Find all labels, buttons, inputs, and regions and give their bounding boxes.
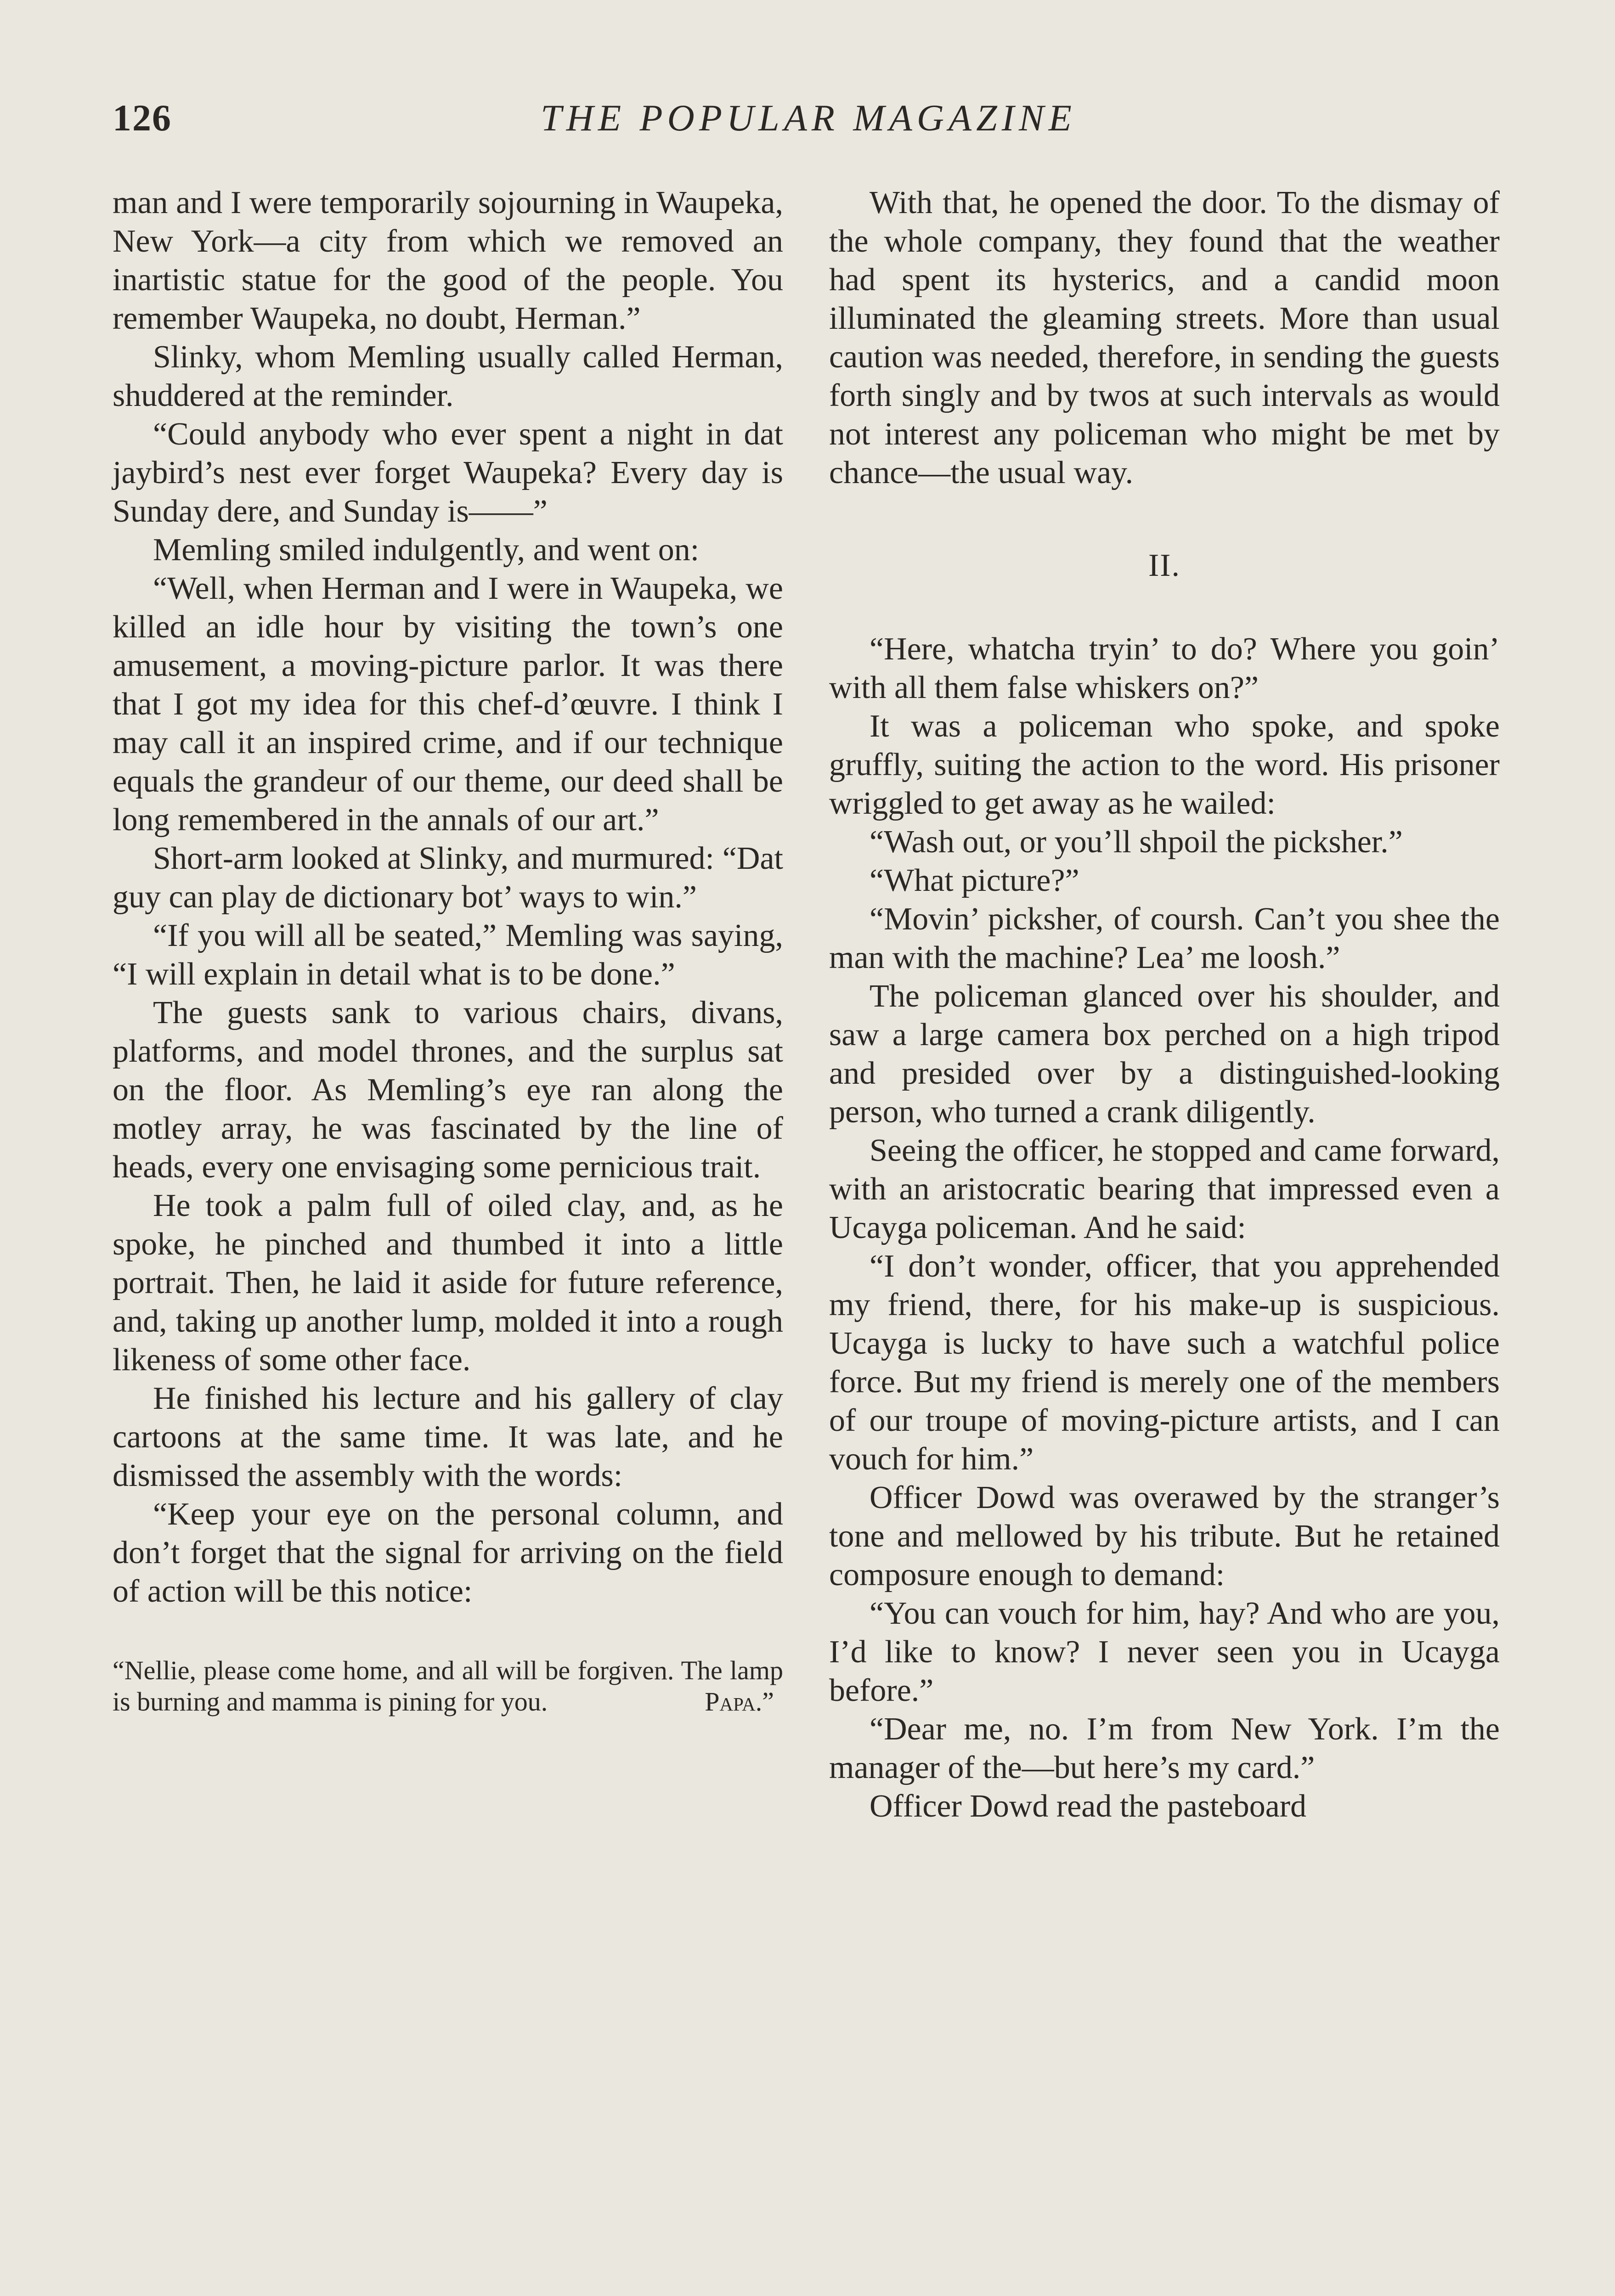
paragraph: “Well, when Herman and I were in Waupeka, we killed an idle hour by visiting the town’s one amusement, a moving-picture parlor. It was there that I got my idea for this chef-d’œuvre. I think I may call it an inspired crime, and if our technique equals the grandeur of our theme, our deed shall be long remembered in the annals of our art.” [113,571,783,838]
paragraph: It was a policeman who spoke, and spoke gruffly, suiting the action to the word. His prisoner wriggled to get away as he wailed: [829,709,1500,821]
paragraph: “Could anybody who ever spent a night in dat jaybird’s nest ever forget Waupeka? Every day is Sunday dere, and Sunday is——” [113,416,783,529]
paragraph: Memling smiled indulgently, and went on: [153,532,700,568]
paragraph: With that, he opened the door. To the dismay of the whole company, they found that the weather had spent its hysterics, and a candid moon illuminated the gleaming streets. More than usual caution was needed, therefore, in sending the guests forth singly and by twos at such intervals as would not interest any policeman who might be met by chance—the usual way. [829,185,1500,490]
left-column [113,184,783,1717]
paragraph: The guests sank to various chairs, divans, platforms, and model thrones, and the surplus sat on the floor. As Memling’s eye ran along the motley array, he was fascinated by the line of heads, every one envisaging some pernicious trait. [113,995,783,1185]
notice-signature: Papa.” [705,1687,774,1716]
paragraph: Seeing the officer, he stopped and came forward, with an aristocratic bearing that impressed even a Ucayga policeman. And he said: [829,1133,1500,1245]
running-title: THE POPULAR MAGAZINE [541,97,1076,139]
paragraph: Officer Dowd was overawed by the stranger’s tone and mellowed by his tribute. But he retained composure enough to demand: [829,1480,1500,1593]
right-column [829,184,1500,1826]
personal-notice [113,1655,783,1717]
paragraph: “You can vouch for him, hay? And who are you, I’d like to know? I never seen you in Ucayga before.” [829,1596,1500,1708]
section-heading: II. [1148,548,1181,583]
paragraph: man and I were temporarily sojourning in Waupeka, New York—a city from which we removed an inartistic statue for the good of the people. You remember Waupeka, no doubt, Herman.” [113,185,783,336]
paragraph: The policeman glanced over his shoulder, and saw a large camera box perched on a high tripod and presided over by a distinguished-looking person, who turned a crank diligently. [829,979,1500,1130]
paragraph: “If you will all be seated,” Memling was saying, “I will explain in detail what is to be done.” [113,918,783,992]
page-number: 126 [113,97,172,139]
paragraph: He took a palm full of oiled clay, and, as he spoke, he pinched and thumbed it into a little portrait. Then, he laid it aside for future reference, and, taking up another lump, molded it into a rough likeness of some other face. [113,1188,783,1378]
paragraph: “Movin’ picksher, of coursh. Can’t you shee the man with the machine? Lea’ me loosh.” [829,901,1500,975]
paragraph: “What picture?” [870,863,1079,898]
paragraph: Slinky, whom Memling usually called Herman, shuddered at the reminder. [113,339,783,413]
paragraph: Short-arm looked at Slinky, and murmured: “Dat guy can play de dictionary bot’ ways to win.” [113,841,783,915]
paragraph: Officer Dowd read the pasteboard [870,1789,1307,1824]
paragraph: He finished his lecture and his gallery of clay cartoons at the same time. It was late, and he dismissed the assembly with the words: [113,1381,783,1493]
page-header [113,96,1504,156]
paragraph: “I don’t wonder, officer, that you apprehended my friend, there, for his make-up is suspicious. Ucayga is lucky to have such a watchful police force. But my friend is merely one of the members of our troupe of moving-picture artists, and I can vouch for him.” [829,1249,1500,1477]
paragraph: “Wash out, or you’ll shpoil the picksher.” [870,824,1403,860]
paragraph: “Here, whatcha tryin’ to do? Where you goin’ with all them false whiskers on?” [829,631,1500,705]
notice-text: “Nellie, please come home, and all will be forgiven. The lamp is burning and mamma is pining for you. [113,1655,783,1716]
paragraph: “Dear me, no. I’m from New York. I’m the manager of the—but here’s my card.” [829,1711,1500,1785]
paragraph: “Keep your eye on the personal column, and don’t forget that the signal for arriving on the field of action will be this notice: [113,1497,783,1609]
